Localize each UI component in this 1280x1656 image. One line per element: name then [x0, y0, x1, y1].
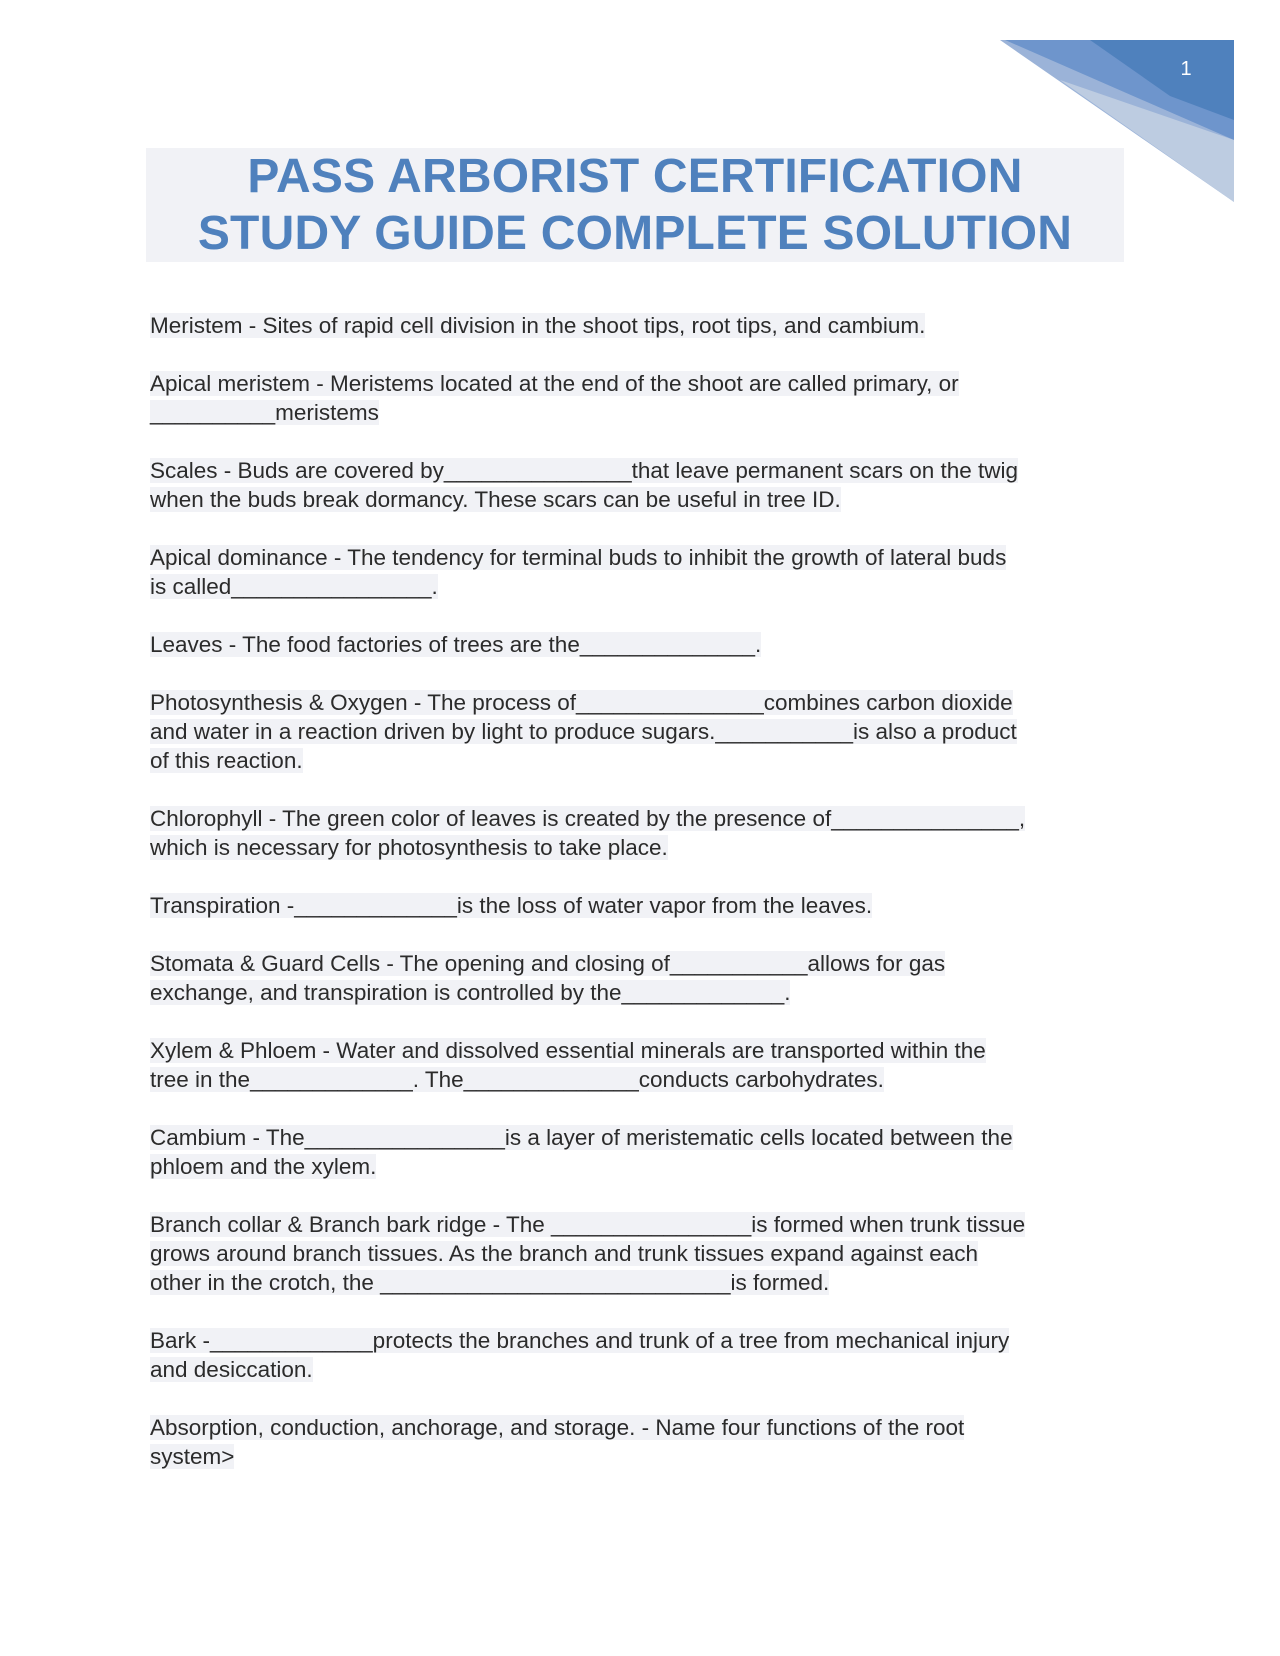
title-line-2: STUDY GUIDE COMPLETE SOLUTION	[197, 207, 1073, 260]
page-number: 1	[1180, 58, 1192, 80]
entry-xylem-phloem	[150, 1036, 1110, 1094]
entry-cambium	[150, 1123, 1110, 1181]
entry-line: exchange, and transpiration is controlled by the_____________.	[150, 980, 791, 1005]
entry-scales	[150, 456, 1110, 514]
entry-photosynthesis	[150, 688, 1110, 775]
study-guide-entries	[150, 311, 1110, 1500]
entry-line: when the buds break dormancy. These scars can be useful in tree ID.	[150, 487, 841, 512]
entry-line: Apical dominance - The tendency for terminal buds to inhibit the growth of lateral buds	[150, 545, 1007, 570]
entry-line: Stomata & Guard Cells - The opening and closing of___________allows for gas	[150, 951, 946, 976]
entry-bark	[150, 1326, 1110, 1384]
entry-chlorophyll	[150, 804, 1110, 862]
entry-line: Absorption, conduction, anchorage, and storage. - Name four functions of the root	[150, 1415, 965, 1440]
title-line-1: PASS ARBORIST CERTIFICATION	[247, 150, 1023, 203]
entry-line: and desiccation.	[150, 1357, 313, 1382]
entry-line: Meristem - Sites of rapid cell division in the shoot tips, root tips, and cambium.	[150, 313, 926, 338]
entry-line: Branch collar & Branch bark ridge - The ________________is formed when trunk tissue	[150, 1212, 1026, 1237]
entry-line: Leaves - The food factories of trees are the______________.	[150, 632, 762, 657]
entry-line: and water in a reaction driven by light to produce sugars.___________is also a product	[150, 719, 1017, 744]
entry-line: of this reaction.	[150, 748, 303, 773]
entry-apical-dominance	[150, 543, 1110, 601]
entry-line: phloem and the xylem.	[150, 1154, 377, 1179]
entry-line: Bark -_____________protects the branches and trunk of a tree from mechanical injury	[150, 1328, 1010, 1353]
entry-line: is called________________.	[150, 574, 438, 599]
entry-line: __________meristems	[150, 400, 379, 425]
entry-line: Scales - Buds are covered by_______________that leave permanent scars on the twig	[150, 458, 1019, 483]
entry-line: other in the crotch, the ____________________________is formed.	[150, 1270, 830, 1295]
entry-meristem	[150, 311, 1110, 340]
title-block	[146, 148, 1124, 262]
entry-line: Cambium - The________________is a layer of meristematic cells located between the	[150, 1125, 1013, 1150]
entry-line: Xylem & Phloem - Water and dissolved essential minerals are transported within the	[150, 1038, 986, 1063]
entry-root-functions	[150, 1413, 1110, 1471]
entry-stomata	[150, 949, 1110, 1007]
entry-line: Transpiration -_____________is the loss of water vapor from the leaves.	[150, 893, 873, 918]
entry-leaves	[150, 630, 1110, 659]
entry-line: grows around branch tissues. As the branch and trunk tissues expand against each	[150, 1241, 979, 1266]
entry-line: Apical meristem - Meristems located at the end of the shoot are called primary, or	[150, 371, 959, 396]
entry-transpiration	[150, 891, 1110, 920]
entry-line: Photosynthesis & Oxygen - The process of_______________combines carbon dioxide	[150, 690, 1013, 715]
entry-line: tree in the_____________. The______________conducts carbohydrates.	[150, 1067, 884, 1092]
entry-line: which is necessary for photosynthesis to take place.	[150, 835, 668, 860]
entry-apical-meristem	[150, 369, 1110, 427]
entry-line: Chlorophyll - The green color of leaves is created by the presence of_______________,	[150, 806, 1026, 831]
entry-branch-collar	[150, 1210, 1110, 1297]
entry-line: system>	[150, 1444, 235, 1469]
